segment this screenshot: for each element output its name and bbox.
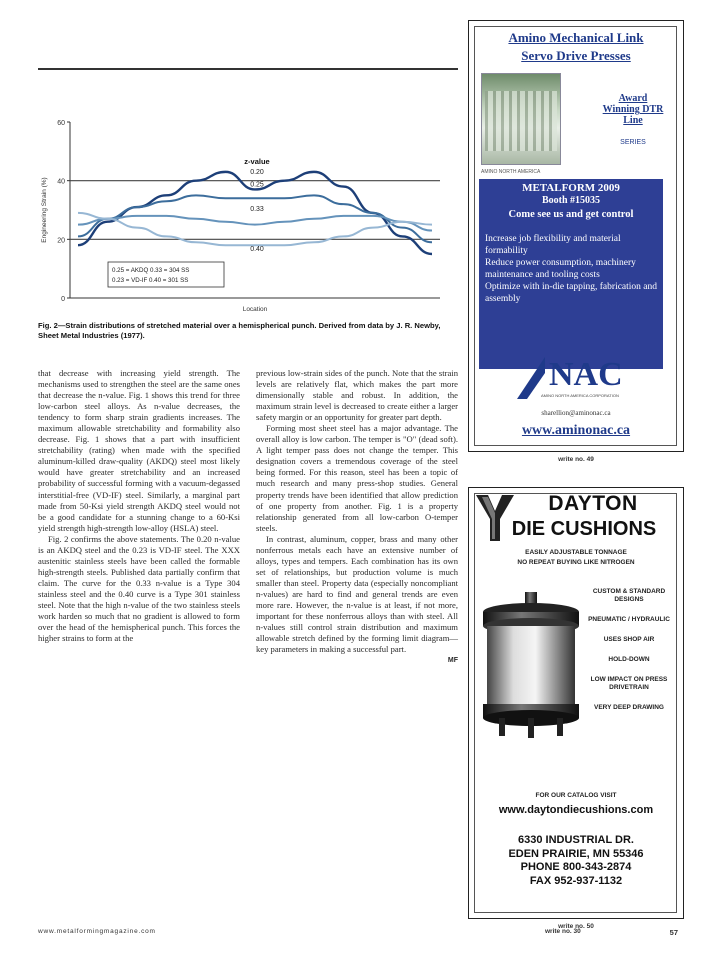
award-subtext: SERIES: [620, 139, 646, 146]
reader-service-number: write no. 49: [558, 456, 594, 463]
article-paragraph: In contrast, aluminum, copper, brass and many other nonferrous metals each have an extensive number of alloys, types and tempers. Each combination has its own set of relationships, but production volume is much smaller than steel. Property data (especially noncompliant n-values) are hard to find and general trends are even more rare. However, the n-value is at least, if not more, important for these nonferrous alloys than with steel. All n-values still control strain distribution and maximum allowable stretch defined by the forming limit diagram—key parameters in making a successful part.: [256, 533, 458, 655]
contact-block: [469, 834, 683, 888]
legend-entry: 0.23 = VD-IF 0.40 = 301 SS: [112, 277, 189, 284]
feature-item: VERY DEEP DRAWING: [594, 704, 664, 711]
ad-email[interactable]: sharellion@aminonac.ca: [541, 409, 611, 417]
article-paragraph: Forming most sheet steel has a major advantage. The overall alloy is low carbon. The temper is "O" (dead soft). A light temper pass does not change the temper. This designation covers a tremendous coverage of the steel being formed. For this reason, steel has been a topic of much research and many press-shop studies. General property trends have been identified that allow prediction of one property from another. Fig. 1 is a property relationship generated from all low-carbon O-temper steels.: [256, 423, 458, 533]
ad-website-link[interactable]: www.aminonac.ca: [521, 423, 631, 438]
booth-number: Booth #15035: [541, 195, 601, 206]
series-label: 0.25: [250, 181, 264, 189]
y-axis-label: Engineering Strain (%): [41, 177, 48, 243]
nac-logo: [483, 351, 663, 403]
nac-logo-text: NAC: [549, 356, 623, 393]
dayton-advertisement[interactable]: [468, 487, 684, 919]
feature-list: [581, 588, 677, 724]
benefit-item: Optimize with in-die tapping, fabrication and assembly: [485, 282, 658, 304]
series-label: 0.40: [250, 246, 264, 254]
small-brand-logo: AMINO NORTH AMERICA: [481, 169, 541, 175]
die-cushion-cylinder-image: [479, 592, 583, 742]
press-machine-detail: [485, 91, 557, 151]
article-endmark: MF: [447, 657, 458, 665]
series-line-0.25: [78, 195, 432, 242]
benefit-item: Increase job flexibility and material formability: [485, 234, 621, 256]
series-label: 0.33: [250, 205, 264, 213]
figure-caption: Fig. 2—Strain distributions of stretched material over a hemispherical punch. Derived from data by J. R. Newby, Sheet Metal Industries (1977).: [38, 321, 441, 340]
article-left-column: [38, 368, 240, 644]
footer-url[interactable]: www.metalformingmagazine.com: [38, 928, 156, 935]
page-number: 57: [669, 928, 678, 937]
award-text: Award Winning DTR Line: [602, 93, 664, 126]
brand-name: DAYTON: [548, 492, 638, 515]
benefit-item: Reduce power consumption, machinery maintenance and tooling costs: [485, 258, 636, 280]
article-paragraph: previous low-strain sides of the punch. Note that the strain levels are relatively flat, which makes the part more dimensionally stable and robust. In addition, the maximum strain level is decreased to create either a larger safety margin or an opportunity for greater part depth.: [256, 368, 458, 423]
article-right-column: [256, 368, 458, 666]
ad-headline: Servo Drive Presses: [521, 48, 631, 63]
ad-website-link[interactable]: www.daytondiecushions.com: [498, 804, 654, 816]
feature-item: USES SHOP AIR: [603, 636, 655, 643]
feature-item: HOLD-DOWN: [608, 656, 650, 663]
tagline: EASILY ADJUSTABLE TONNAGE: [525, 549, 627, 556]
phone-number[interactable]: PHONE 800-343-2874: [520, 861, 632, 873]
x-axis-label: Location: [242, 306, 268, 313]
feature-item: CUSTOM & STANDARD DESIGNS: [592, 588, 666, 603]
catalog-prompt: FOR OUR CATALOG VISIT: [535, 792, 617, 799]
strain-chart: [30, 112, 458, 317]
y-tick-label: 0: [61, 296, 65, 303]
y-tick-label: 40: [57, 178, 65, 186]
strain-chart-svg: [30, 112, 458, 317]
nac-advertisement[interactable]: [468, 20, 684, 452]
address-line: EDEN PRAIRIE, MN 55346: [508, 847, 644, 860]
series-line-0.33: [78, 216, 432, 231]
chart-title: z-value: [244, 157, 270, 166]
y-tick-label: 60: [57, 120, 65, 127]
call-to-action: Come see us and get control: [508, 209, 634, 220]
legend-entry: 0.25 = AKDQ 0.33 = 304 SS: [112, 267, 190, 274]
series-label: 0.20: [250, 168, 264, 176]
feature-item: PNEUMATIC / HYDRAULIC: [588, 616, 670, 623]
article-paragraph: Fig. 2 confirms the above statements. The 0.20 n-value is an AKDQ steel and the 0.23 is VD-IF steel. The XXX austenitic stainless steels have been called the formable high-strength steels. Published data partially confirm that claim. The curve for the 0.33 n-value is a Type 304 stainless steel and the 0.40 curve is a Type 301 stainless steel. Note that the high n-value of the two stainless steels work harden so much that no gradient is allowed to form over the head of the hemispherical punch. This forces the higher strains to form at the: [38, 533, 240, 644]
tagline: NO REPEAT BUYING LIKE NITROGEN: [517, 559, 635, 566]
feature-item: LOW IMPACT ON PRESS DRIVETRAIN: [590, 676, 668, 691]
nac-logo-subtitle: AMINO NORTH AMERICA CORPORATION: [541, 393, 619, 398]
series-line-0.40: [78, 213, 432, 245]
top-rule: [38, 68, 458, 70]
event-name: METALFORM 2009: [522, 182, 620, 194]
address-line: 6330 INDUSTRIAL DR.: [518, 834, 634, 846]
page-footer: [38, 928, 678, 942]
footer-write-number: write no. 30: [545, 928, 581, 935]
ad-headline: Amino Mechanical Link: [508, 30, 644, 45]
y-tick-label: 20: [57, 237, 65, 245]
reader-service-number: write no. 50: [558, 923, 594, 930]
fax-number: FAX 952-937-1132: [529, 874, 623, 887]
brand-product: DIE CUSHIONS: [511, 518, 657, 540]
benefit-list: [485, 233, 661, 305]
article-paragraph: that decrease with increasing yield strength. The mechanisms used to strengthen the steel are the same ones that decrease the n-value. Fig. 1 shows this trend for three low-carbon steel alloys. As n-value decreases, the tendency to form sharp strain gradients increases. The maximum allowable stretchability and formability also decrease. Fig. 1 shows that a part with insufficient stretchability (rating) when made with the specified aluminum-killed draw-quality (AKDQ) steel most likely would have greater stretchability and an increased probability of successful forming with a vacuum-degassed interstitial-free (VD-IF) steel. Similarly, a marginal part made from 50-Ksi yield strength AKDQ steel would not be a good candidate for a stunning change to a 60-Ksi yield strength high-strength low-alloy (HSLA) steel.: [38, 368, 240, 533]
